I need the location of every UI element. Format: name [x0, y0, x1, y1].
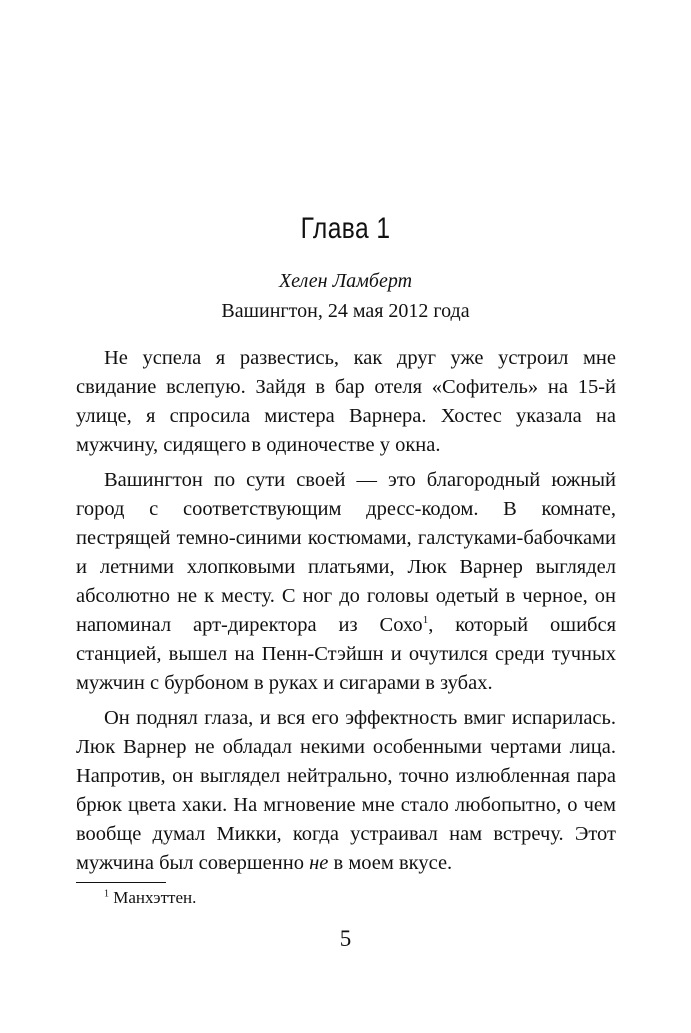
paragraph-2 [76, 466, 616, 698]
paragraph-1: Не успела я развестись, как друг уже устроил мне свидание вслепую. Зайдя в бар отеля «Софитель» на 15-й улице, я спросила мистера Варнера. Хостес указала на мужчину, сидящего в одиночестве у окна. [76, 347, 616, 456]
chapter-author: Хелен Ламберт [278, 270, 413, 292]
footnote-divider [76, 882, 166, 883]
chapter-title: Глава 1 [300, 212, 391, 245]
footnote-mark: 1 [104, 888, 109, 900]
paragraph-2-text-end: , который ошибся станцией, вышел на Пенн-Стэйшн и очутился среди тучных мужчин с бурбоном в руках и сигарами в зубах. [76, 614, 616, 694]
body-text [76, 344, 616, 884]
page-number: 5 [339, 926, 352, 951]
footnote-reference: 1 [422, 614, 429, 627]
chapter-place-date: Вашингтон, 24 мая 2012 года [221, 300, 470, 322]
paragraph-2-text-start: Вашингтон по сути своей — это благородный южный город с соответствующим дресс-кодом. В комнате, пестрящей темно-синими костюмами, галстуками-бабочками и летними хлопковыми платьями, Люк Варнер выглядел абсолютно не к месту. С ног до головы одетый в черное, он напоминал арт-директора из Сохо [76, 469, 616, 636]
paragraph-3-text-end: в моем вкусе. [328, 852, 453, 874]
footnote [104, 888, 196, 908]
footnote-text: Манхэттен. [109, 888, 197, 907]
paragraph-3 [76, 704, 616, 878]
paragraph-3-text-start: Он поднял глаза, и вся его эффектность вмиг испарилась. Люк Варнер не обладал некими особенными чертами лица. Напротив, он выглядел нейтрально, точно излюбленная пара брюк цвета хаки. На мгновение мне стало любопытно, о чем вообще думал Микки, когда устраивал нам встречу. Этот мужчина был совершенно [76, 707, 616, 874]
emphasis-word: не [309, 852, 329, 874]
